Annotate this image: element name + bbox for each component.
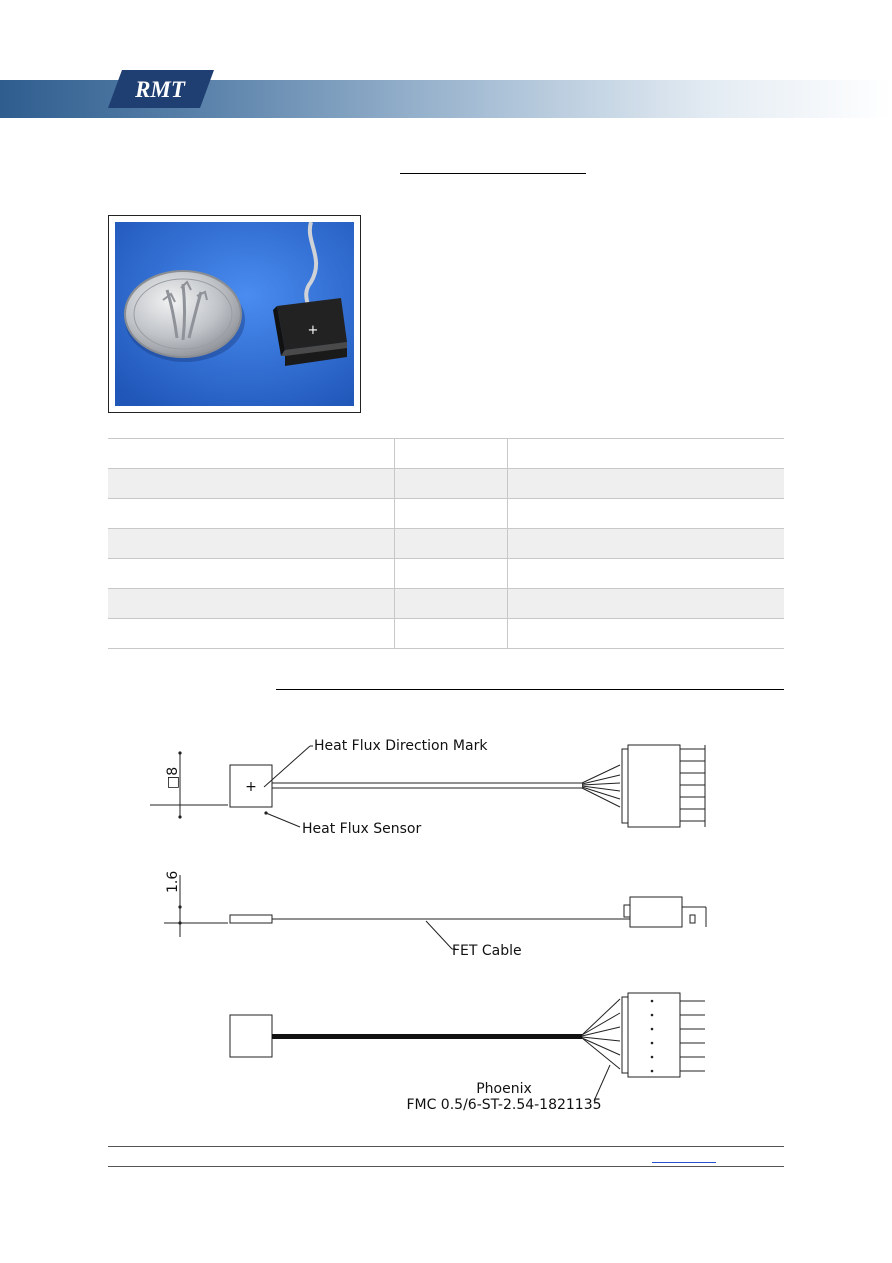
title-underline xyxy=(400,173,586,174)
dim-thickness-label: 1.6 xyxy=(165,870,181,893)
table-cell xyxy=(394,559,507,589)
table-row xyxy=(108,529,784,559)
table-row xyxy=(108,499,784,529)
dim-width-label: □8 xyxy=(165,766,181,789)
table-cell xyxy=(108,619,394,649)
table-cell xyxy=(507,589,784,619)
sensor-mark-photo: + xyxy=(307,323,319,338)
table-cell xyxy=(507,559,784,589)
table-cell xyxy=(108,499,394,529)
rmt-logo xyxy=(108,70,214,108)
fet-cable-label: FET Cable xyxy=(452,943,522,959)
spec-table xyxy=(108,438,784,649)
cable-bottom-view xyxy=(272,1034,582,1039)
heat-flux-direction-mark-label: Heat Flux Direction Mark xyxy=(314,738,488,754)
table-cell xyxy=(108,529,394,559)
footer-rule-top xyxy=(108,1146,784,1147)
table-cell xyxy=(394,589,507,619)
table-cell xyxy=(507,499,784,529)
table-cell xyxy=(507,619,784,649)
section-underline xyxy=(276,689,784,690)
table-row xyxy=(108,619,784,649)
product-photo xyxy=(108,215,361,413)
table-row xyxy=(108,559,784,589)
table-cell xyxy=(394,619,507,649)
direction-mark: + xyxy=(245,779,257,795)
table-cell xyxy=(507,439,784,469)
connector-top-view xyxy=(628,745,680,827)
table-cell xyxy=(108,469,394,499)
table-cell xyxy=(507,529,784,559)
heat-flux-sensor-label: Heat Flux Sensor xyxy=(302,821,422,837)
table-cell xyxy=(394,469,507,499)
technical-drawing xyxy=(150,725,720,1125)
table-cell xyxy=(108,439,394,469)
table-cell xyxy=(108,589,394,619)
connector-bottom-view xyxy=(628,993,680,1077)
connector-side-view xyxy=(630,897,682,927)
table-row xyxy=(108,589,784,619)
svg-text:RMT: RMT xyxy=(135,77,185,102)
table-cell xyxy=(394,439,507,469)
table-cell xyxy=(507,469,784,499)
sensor-bottom-view xyxy=(230,1015,272,1057)
table-cell xyxy=(394,529,507,559)
footer-rule-bottom xyxy=(108,1166,784,1167)
connector-brand-label: Phoenix xyxy=(476,1081,532,1097)
table-row xyxy=(108,439,784,469)
sensor-side-view xyxy=(230,915,272,923)
table-row xyxy=(108,469,784,499)
connector-part-label: FMC 0.5/6-ST-2.54-1821135 xyxy=(406,1097,602,1113)
footer-link[interactable] xyxy=(652,1162,716,1163)
table-cell xyxy=(108,559,394,589)
table-cell xyxy=(394,499,507,529)
